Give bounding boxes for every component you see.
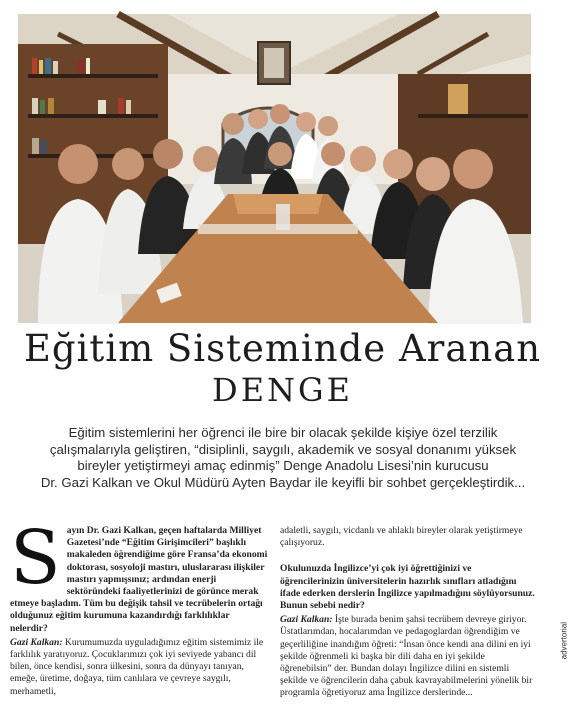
headline-line2: DENGE bbox=[212, 371, 353, 409]
interview-question: ayın Dr. Gazi Kalkan, geçen haftalarda Milliyet Gazetesi’nde “Eğitim Girişimcileri” başlıklı makaleden öğrendiğime göre Fransa’da ekonomi doktorası, sosyoloji mastırı, uluslararası ilişkiler mastırı yapmışsınız; ardından enerji sektöründeki faaliyetlerinizi de görünce merak etmeye başladım. Tüm bu değişik tahsil ve tecrübelerin ortağı olduğunuz eğitim kurumuna kazandırdığı farklılıklar nelerdir? bbox=[10, 525, 268, 634]
lead-line: bireyler yetiştirmeyi amaç edinmiş” Denge Anadolu Lisesi’nin kurucusu bbox=[77, 458, 489, 473]
headline bbox=[0, 328, 565, 410]
continuation-text: adaletli, saygılı, vicdanlı ve ahlaklı bireyler olarak yetiştirmeye çalışıyoruz. bbox=[280, 525, 523, 549]
headline-line1: Eğitim Sisteminde Aranan bbox=[23, 327, 542, 370]
answer-text: İşte burada benim şahsi tecrübem devreye giriyor. Üstatlarımdan, hocalarımdan ve pedagoglardan öğrendiğim ve geçerliliğine inandığım öğreti: “İnsan önce kendi ana dilini en iyi şekilde öğrenmeli ki başka bir dili daha en iyi şekilde öğrenebilsin” der. Bundan dolayı İngilizce dilini en sistemli şekilde ve öğrencilerin daha çabuk kavrayabilmelerini yönelik bir programla öğretiyoruz ama İngilizce derslerinde... bbox=[280, 614, 533, 699]
interview-answer bbox=[280, 614, 537, 699]
lead-line: çalışmalarıyla geliştiren, “disiplinli, saygılı, akademik ve sosyal donanımı yüksek bbox=[49, 441, 517, 457]
lead-line: Eğitim sistemlerini her öğrenci ile bire bir olacak şekilde kişiye özel terzilik bbox=[68, 425, 498, 440]
group-photo-illustration bbox=[18, 14, 531, 323]
answer-text: Kurumumuzda uyguladığımız eğitim sistemimiz ile farklılık yaratıyoruz. Çocuklarımızı çok iyi seviyede yabancı dil bilen, önce kendisi, sonra ülkesini, sonra da dünyayı tanıyan, emeğe, üretime, doğaya, tüm canlılara ve çevreye saygılı, merhametli, bbox=[10, 636, 264, 697]
group-photo bbox=[18, 14, 531, 323]
interview-answer bbox=[10, 637, 268, 698]
lead-line: Dr. Gazi Kalkan ve Okul Müdürü Ayten Baydar ile keyifli bir sohbet gerçekleştirdik... bbox=[40, 474, 526, 490]
left-column bbox=[10, 515, 268, 700]
speaker-label: Gazi Kalkan: bbox=[10, 636, 63, 648]
interview-question: Okulunuzda İngilizce’yi çok iyi öğrettiğinizi ve öğrencilerinizin üniversitelerin hazırlık sınıfları atladığını ifade ederken derslerin İngilizce yapılmadığını söylüyorsunuz. Bunun sebebi nedir? bbox=[280, 563, 535, 612]
advertorial-label: advertorial bbox=[559, 622, 568, 660]
dropcap: S bbox=[10, 515, 61, 601]
right-column bbox=[280, 525, 537, 702]
speaker-label: Gazi Kalkan: bbox=[280, 614, 333, 626]
lead-paragraph bbox=[28, 425, 538, 491]
